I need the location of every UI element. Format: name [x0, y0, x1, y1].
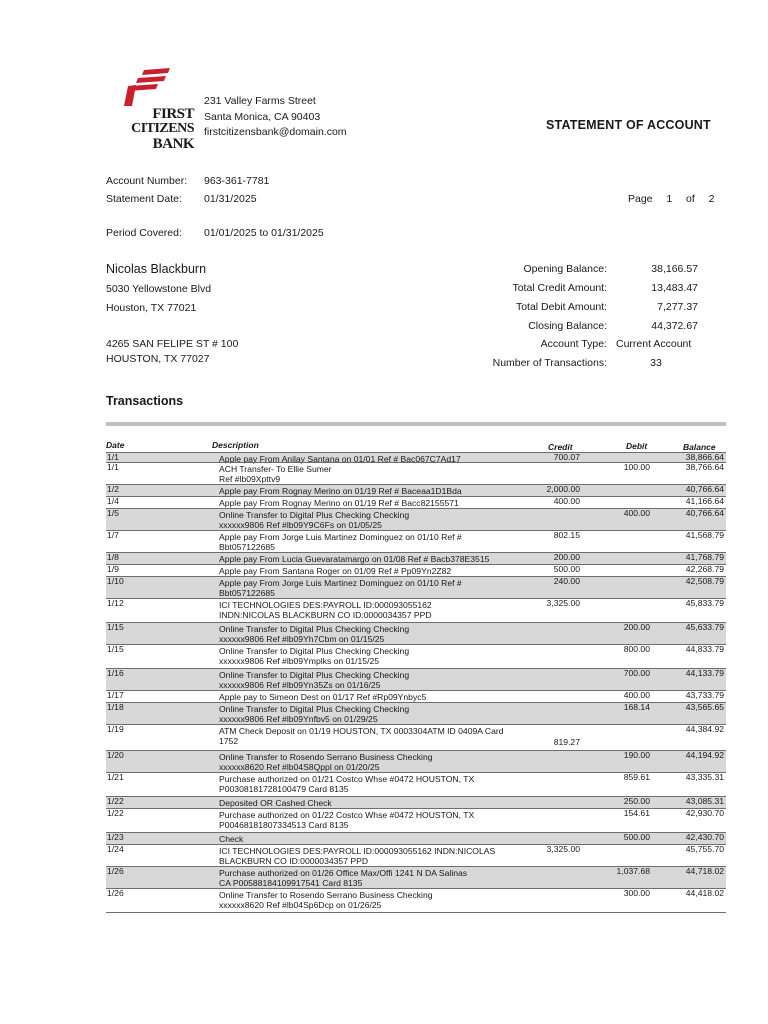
transaction-date: 1/26: [107, 888, 124, 898]
table-row: [106, 690, 726, 702]
description-line: xxxxxx9806 Ref #lb09Yh7Cbm on 01/15/25: [219, 634, 385, 644]
transaction-balance: 38,766.64: [685, 462, 724, 472]
description-line: INDN:NICOLAS BLACKBURN CO ID:0000034357 PPD: [219, 610, 432, 620]
account-type: Current Account: [616, 338, 692, 350]
transaction-date: 1/15: [107, 622, 124, 632]
transaction-debit: 200.00: [623, 622, 650, 632]
description-line: Online Transfer to Digital Plus Checking Checking: [219, 670, 410, 680]
description-line: Apple pay From Jorge Luis Martinez Dominguez on 01/10 Ref #: [219, 578, 462, 588]
transactions-table: [106, 452, 726, 913]
transaction-balance: 45,633.79: [685, 622, 724, 632]
statement-date: 01/31/2025: [204, 193, 257, 205]
transaction-credit: 3,325.00: [546, 844, 580, 854]
transaction-description: [219, 774, 519, 794]
description-line: xxxxxx9806 Ref #lb09Yn35Zs on 01/16/25: [219, 680, 381, 690]
table-row: [106, 496, 726, 508]
transaction-balance: 40,766.64: [685, 484, 724, 494]
transaction-date: 1/5: [107, 508, 119, 518]
description-line: P00468181807334513 Card 8135: [219, 820, 349, 830]
bank-address-line: 231 Valley Farms Street: [204, 95, 316, 107]
table-row: [106, 772, 726, 796]
statement-date-label: Statement Date:: [106, 193, 182, 205]
transaction-description: [219, 670, 519, 690]
table-row: [106, 866, 726, 888]
transaction-credit: 500.00: [553, 564, 580, 574]
description-line: ICI TECHNOLOGIES DES:PAYROLL ID:000093055162: [219, 600, 432, 610]
table-row: [106, 508, 726, 530]
transaction-description: [219, 486, 519, 496]
table-row: [106, 598, 726, 622]
transaction-description: [219, 554, 519, 564]
table-row: [106, 724, 726, 750]
transaction-description: [219, 692, 519, 702]
transaction-balance: 42,508.79: [685, 576, 724, 586]
transaction-credit: 200.00: [553, 552, 580, 562]
transaction-debit: 100.00: [623, 462, 650, 472]
transaction-balance: 45,833.79: [685, 598, 724, 608]
transaction-description: [219, 600, 519, 620]
table-row: [106, 844, 726, 866]
transaction-count-label: Number of Transactions:: [492, 357, 607, 369]
transaction-description: [219, 578, 519, 598]
transaction-description: [219, 464, 519, 484]
transaction-credit: 700.07: [553, 452, 580, 462]
transaction-description: [219, 834, 519, 844]
page-number: Page 1 of 2: [628, 193, 715, 205]
transaction-credit: 3,325.00: [546, 598, 580, 608]
transaction-balance: 43,733.79: [685, 690, 724, 700]
transaction-date: 1/12: [107, 598, 124, 608]
transaction-balance: 42,268.79: [685, 564, 724, 574]
bank-flag-icon: [124, 68, 174, 106]
description-line: Online Transfer to Digital Plus Checking Checking: [219, 510, 410, 520]
period-covered: 01/01/2025 to 01/31/2025: [204, 227, 324, 239]
description-line: xxxxxx8620 Ref #lb04Sp6Dcp on 01/26/25: [219, 900, 382, 910]
period-label: Period Covered:: [106, 227, 182, 239]
table-row: [106, 452, 726, 462]
logo-word-citizens: CITIZENS: [131, 121, 194, 136]
transaction-date: 1/16: [107, 668, 124, 678]
transaction-debit: 300.00: [623, 888, 650, 898]
description-line: ATM Check Deposit on 01/19 HOUSTON, TX 0003304ATM ID 0409A Card: [219, 726, 504, 736]
transaction-date: 1/7: [107, 530, 119, 540]
transaction-balance: 43,085.31: [685, 796, 724, 806]
account-number: 963-361-7781: [204, 175, 270, 187]
customer-name: Nicolas Blackburn: [106, 262, 207, 276]
table-row: [106, 484, 726, 496]
transaction-balance: 44,133.79: [685, 668, 724, 678]
transaction-balance: 43,335.31: [685, 772, 724, 782]
transaction-debit: 168.14: [623, 702, 650, 712]
transaction-date: 1/20: [107, 750, 124, 760]
table-row: [106, 796, 726, 808]
transaction-description: [219, 510, 519, 530]
table-row: [106, 462, 726, 484]
customer-address-line: Houston, TX 77021: [106, 302, 197, 314]
transaction-description: [219, 890, 519, 910]
transaction-debit: 1,037.68: [616, 866, 650, 876]
table-row: [106, 576, 726, 598]
transaction-date: 1/1: [107, 462, 119, 472]
customer-address-line: 5030 Yellowstone Blvd: [106, 283, 212, 295]
transaction-balance: 38,866.64: [685, 452, 724, 462]
description-line: Apple pay From Rognay Merino on 01/19 Ref # Bacc82155571: [219, 498, 459, 508]
description-line: 1752: [219, 736, 239, 746]
total-debit-label: Total Debit Amount:: [515, 301, 607, 313]
transaction-description: [219, 646, 519, 666]
transaction-date: 1/17: [107, 690, 124, 700]
transaction-debit: 859.61: [623, 772, 650, 782]
total-credit-label: Total Credit Amount:: [512, 282, 607, 294]
description-line: ICI TECHNOLOGIES DES:PAYROLL ID:000093055162 INDN:NICOLAS: [219, 846, 496, 856]
transactions-heading: Transactions: [106, 394, 184, 408]
description-line: Purchase authorized on 01/26 Office Max/Offi 1241 N DA Salinas: [219, 868, 468, 878]
table-row: [106, 552, 726, 564]
description-line: Ref #lb09Xpttv9: [219, 474, 281, 484]
transaction-balance: 44,718.02: [685, 866, 724, 876]
transaction-balance: 45,755.70: [685, 844, 724, 854]
transaction-debit: 400.00: [623, 508, 650, 518]
transaction-description: [219, 532, 519, 552]
description-line: Check: [219, 834, 244, 844]
transaction-balance: 41,166.64: [685, 496, 724, 506]
description-line: Apple pay From Lucia Guevaratamargo on 01/08 Ref # Bacb378E3515: [219, 554, 490, 564]
section-divider: [106, 422, 726, 426]
transaction-balance: 41,768.79: [685, 552, 724, 562]
description-line: Online Transfer to Digital Plus Checking Checking: [219, 704, 410, 714]
description-line: Online Transfer to Digital Plus Checking Checking: [219, 624, 410, 634]
transaction-balance: 42,430.70: [685, 832, 724, 842]
transaction-description: [219, 798, 519, 808]
transaction-date: 1/8: [107, 552, 119, 562]
transaction-debit: 400.00: [623, 690, 650, 700]
transaction-balance: 41,568.79: [685, 530, 724, 540]
transaction-date: 1/22: [107, 796, 124, 806]
transaction-date: 1/15: [107, 644, 124, 654]
transaction-description: [219, 726, 519, 746]
description-line: Apple pay From Santana Roger on 01/09 Ref # Pp09Yn2Z82: [219, 566, 452, 576]
transaction-debit: 190.00: [623, 750, 650, 760]
total-debit: 7,277.37: [657, 301, 698, 313]
transaction-date: 1/18: [107, 702, 124, 712]
transaction-date: 1/21: [107, 772, 124, 782]
transaction-date: 1/22: [107, 808, 124, 818]
bank-address-line: Santa Monica, CA 90403: [204, 110, 321, 123]
transaction-debit: 154.61: [623, 808, 650, 818]
column-header-debit: Debit: [626, 441, 648, 451]
transaction-balance: 44,833.79: [685, 644, 724, 654]
transaction-credit: 240.00: [553, 576, 580, 586]
transaction-balance: 44,384.92: [685, 724, 724, 734]
transaction-description: [219, 752, 519, 772]
opening-balance-label: Opening Balance:: [523, 263, 607, 275]
description-line: Apple pay to Simeon Dest on 01/17 Ref #Rp09Ynbyc5: [219, 692, 427, 702]
transaction-date: 1/23: [107, 832, 124, 842]
total-credit: 13,483.47: [651, 282, 698, 294]
transaction-date: 1/19: [107, 724, 124, 734]
transaction-date: 1/26: [107, 866, 124, 876]
transaction-credit: 400.00: [553, 496, 580, 506]
column-header-description: Description: [212, 440, 259, 450]
description-line: ACH Transfer- To Ellie Sumer: [219, 464, 332, 474]
transaction-date: 1/2: [107, 484, 119, 494]
account-type-label: Account Type:: [540, 338, 607, 350]
transaction-credit: 802.15: [553, 530, 580, 540]
opening-balance: 38,166.57: [651, 263, 698, 275]
description-line: Deposited OR Cashed Check: [219, 798, 332, 808]
description-line: Purchase authorized on 01/22 Costco Whse #0472 HOUSTON, TX: [219, 810, 475, 820]
customer-address-line: 4265 SAN FELIPE ST # 100: [106, 338, 239, 350]
logo-word-first: FIRST: [152, 106, 194, 122]
transaction-debit: 250.00: [623, 796, 650, 806]
transaction-credit: 819.27: [553, 737, 580, 747]
description-line: xxxxxx9806 Ref #lb09Ynfbv5 on 01/29/25: [219, 714, 378, 724]
description-line: Bbt057122685: [219, 588, 275, 598]
column-header-credit: Credit: [548, 442, 573, 452]
description-line: Online Transfer to Rosendo Serrano Business Checking: [219, 890, 433, 900]
transaction-description: [219, 704, 519, 724]
transaction-description: [219, 624, 519, 644]
description-line: P00308181728100479 Card 8135: [219, 784, 349, 794]
description-line: Apple pay From Rognay Merino on 01/19 Ref # Baceaa1D1Bda: [219, 486, 462, 496]
table-row: [106, 832, 726, 844]
transaction-credit: 2,000.00: [546, 484, 580, 494]
transaction-debit: 500.00: [623, 832, 650, 842]
description-line: Apple pay From Jorge Luis Martinez Dominguez on 01/10 Ref #: [219, 532, 462, 542]
table-row: [106, 888, 726, 912]
closing-balance: 44,372.67: [651, 320, 698, 332]
description-line: Purchase authorized on 01/21 Costco Whse #0472 HOUSTON, TX: [219, 774, 475, 784]
description-line: xxxxxx9806 Ref #lb09Y9C6Fs on 01/05/25: [219, 520, 382, 530]
table-row: [106, 622, 726, 644]
transaction-date: 1/10: [107, 576, 124, 586]
transaction-date: 1/1: [107, 452, 119, 462]
description-line: BLACKBURN CO ID:0000034357 PPD: [219, 856, 369, 866]
description-line: Apple pay From Anilay Santana on 01/01 Ref # Bac067C7Ad17: [219, 454, 461, 464]
transaction-description: [219, 868, 519, 888]
table-row: [106, 702, 726, 724]
transaction-balance: 44,194.92: [685, 750, 724, 760]
logo-word-bank: BANK: [152, 136, 194, 152]
transaction-balance: 43,565.65: [685, 702, 724, 712]
customer-address-line: HOUSTON, TX 77027: [106, 353, 210, 365]
transaction-balance: 40,766.64: [685, 508, 724, 518]
transaction-count: 33: [650, 357, 662, 369]
description-line: xxxxxx8620 Ref #lb04S8Qppl on 01/20/25: [219, 762, 380, 772]
description-line: xxxxxx9806 Ref #lb09Ymplks on 01/15/25: [219, 656, 380, 666]
closing-balance-label: Closing Balance:: [528, 320, 607, 332]
description-line: Bbt057122685: [219, 542, 275, 552]
transaction-debit: 700.00: [623, 668, 650, 678]
table-end-rule: [106, 912, 726, 913]
transaction-description: [219, 810, 519, 830]
transaction-date: 1/9: [107, 564, 119, 574]
transaction-description: [219, 566, 519, 576]
bank-email: firstcitizensbank@domain.com: [204, 126, 347, 138]
table-row: [106, 668, 726, 690]
transaction-description: [219, 846, 519, 866]
column-header-balance: Balance: [683, 442, 716, 452]
transaction-description: [219, 498, 519, 508]
transaction-date: 1/24: [107, 844, 124, 854]
table-row: [106, 530, 726, 552]
transaction-balance: 44,418.02: [685, 888, 724, 898]
transaction-date: 1/4: [107, 496, 119, 506]
description-line: CA P00588184109917541 Card 8135: [219, 878, 363, 888]
transaction-debit: 800.00: [623, 644, 650, 654]
bank-logo: [108, 68, 194, 152]
column-header-date: Date: [106, 440, 125, 450]
description-line: Online Transfer to Rosendo Serrano Business Checking: [219, 752, 433, 762]
table-row: [106, 644, 726, 668]
table-row: [106, 564, 726, 576]
table-row: [106, 808, 726, 832]
transaction-balance: 42,930.70: [685, 808, 724, 818]
description-line: Online Transfer to Digital Plus Checking Checking: [219, 646, 410, 656]
account-number-label: Account Number:: [106, 175, 188, 187]
table-row: [106, 750, 726, 772]
statement-title: STATEMENT OF ACCOUNT: [546, 118, 711, 132]
bank-address: [204, 94, 347, 141]
